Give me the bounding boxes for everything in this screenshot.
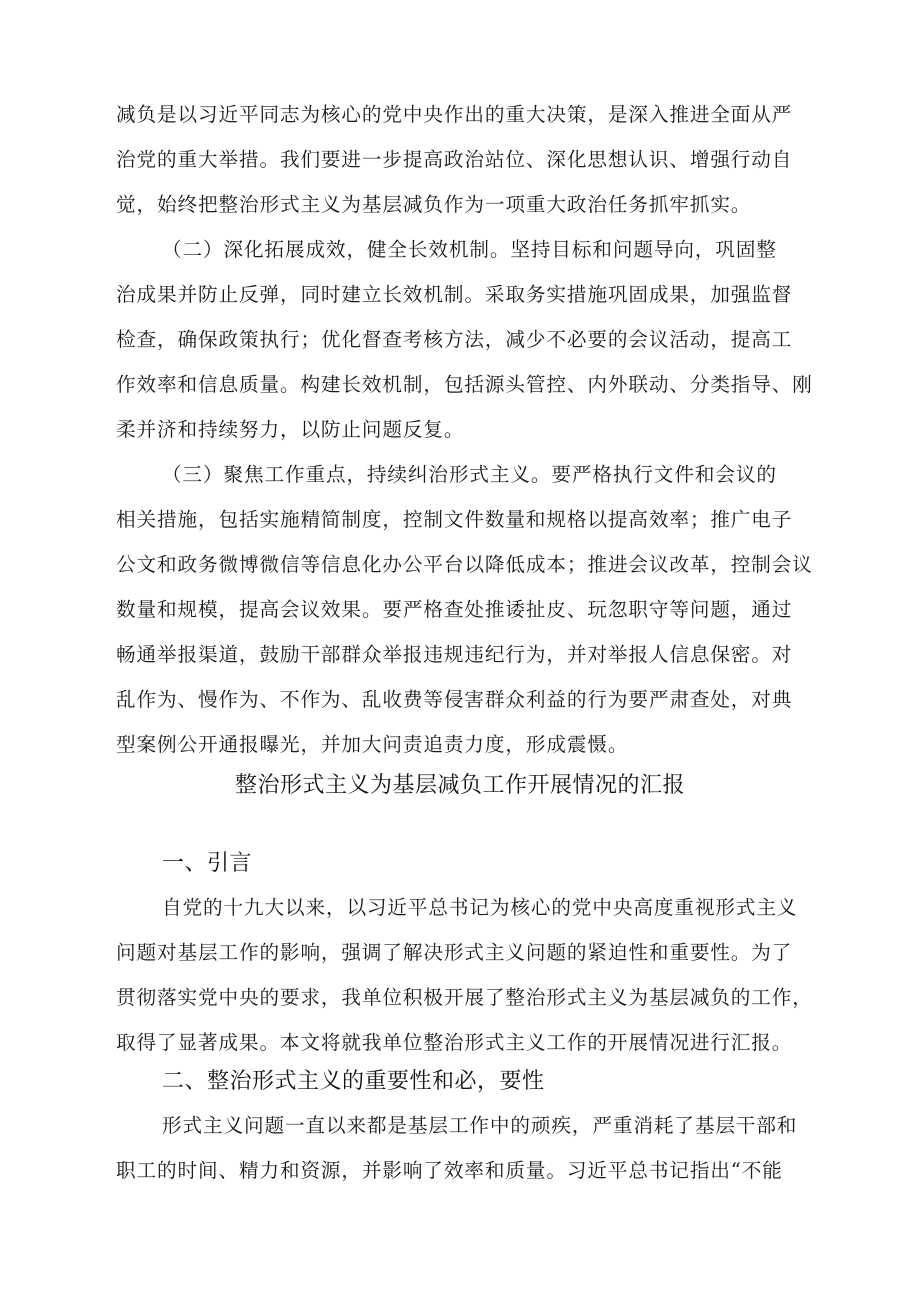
paragraph-line: 乱作为、慢作为、不作为、乱收费等侵害群众利益的行为要严肃查处，对典: [116, 688, 793, 711]
paragraph-line: 问题对基层工作的影响，强调了解决形式主义问题的紧迫性和重要性。为了: [116, 941, 793, 964]
paragraph-line: 数量和规模，提高会议效果。要严格查处推诿扯皮、玩忽职守等问题，通过: [116, 598, 793, 621]
paragraph-line: 取得了显著成果。本文将就我单位整治形式主义工作的开展情况进行汇报。: [116, 1031, 793, 1054]
paragraph-line: 作效率和信息质量。构建长效机制，包括源头管控、内外联动、分类指导、刚: [116, 373, 813, 396]
paragraph-line: 治党的重大举措。我们要进一步提高政治站位、深化思想认识、增强行动自: [116, 148, 793, 171]
paragraph-line: 型案例公开通报曝光，并加大问责追责力度，形成震慑。: [116, 733, 629, 756]
paragraph-line: 畅通举报渠道，鼓励干部群众举报违规违纪行为，并对举报人信息保密。对: [116, 643, 793, 666]
paragraph-line: 检查，确保政策执行；优化督查考核方法，减少不必要的会议活动，提高工: [116, 328, 793, 351]
paragraph-line: 相关措施，包括实施精简制度，控制文件数量和规格以提高效率；推广电子: [116, 508, 793, 531]
paragraph-line: （二）深化拓展成效，健全长效机制。坚持目标和问题导向，巩固整: [162, 238, 777, 261]
paragraph-line: （三）聚焦工作重点，持续纠治形式主义。要严格执行文件和会议的: [162, 463, 777, 486]
paragraph-line: 形式主义问题一直以来都是基层工作中的顽疾，严重消耗了基层干部和: [162, 1114, 798, 1137]
report-title: 整治形式主义为基层减负工作开展情况的汇报: [234, 773, 685, 798]
paragraph-line: 觉，始终把整治形式主义为基层减负作为一项重大政治任务抓牢抓实。: [116, 193, 752, 216]
paragraph-line: 职工的时间、精力和资源，并影响了效率和质量。习近平总书记指出“不能: [116, 1159, 783, 1182]
paragraph-line: 自党的十九大以来，以习近平总书记为核心的党中央高度重视形式主义: [162, 896, 798, 919]
paragraph-line: 公文和政务微博微信等信息化办公平台以降低成本；推进会议改革，控制会议: [116, 553, 813, 576]
section-heading-importance: 二、整治形式主义的重要性和必，要性: [162, 1069, 545, 1094]
paragraph-line: 柔并济和持续努力，以防止问题反复。: [116, 418, 465, 441]
paragraph-line: 贯彻落实党中央的要求，我单位积极开展了整治形式主义为基层减负的工作，: [116, 986, 813, 1009]
paragraph-line: 减负是以习近平同志为核心的党中央作出的重大决策，是深入推进全面从严: [116, 103, 793, 126]
paragraph-line: 治成果并防止反弹，同时建立长效机制。采取务实措施巩固成果，加强监督: [116, 283, 793, 306]
section-heading-intro: 一、引言: [162, 851, 253, 876]
